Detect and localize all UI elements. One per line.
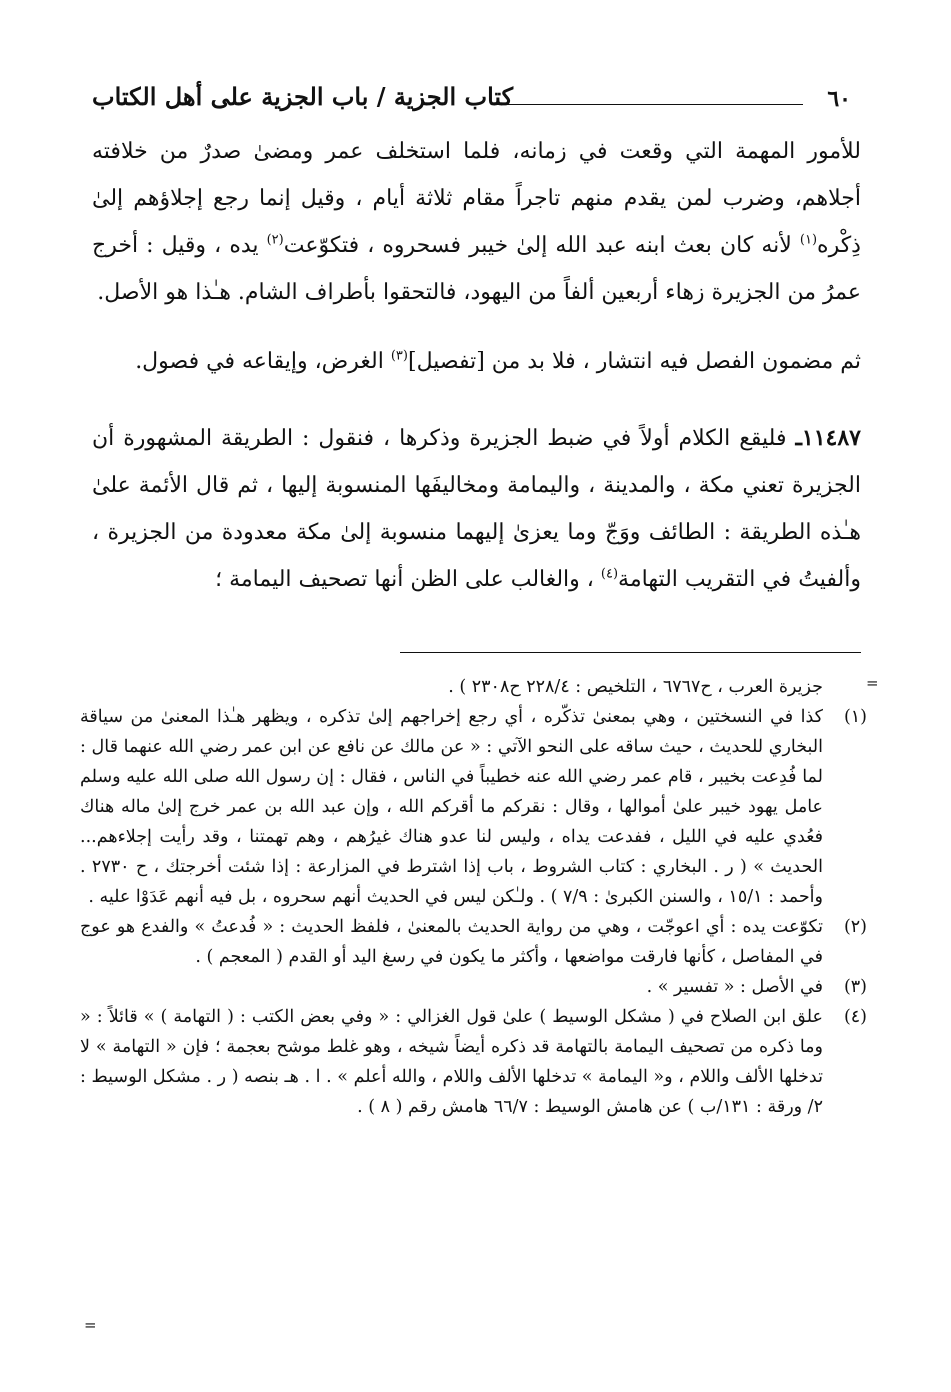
footnote-4 [80, 1002, 867, 1122]
footnote-mark-3: (٣) [843, 977, 867, 997]
footnote-1 [80, 702, 867, 912]
footnote-text-1: كذا في النسختين ، وهي بمعنىٰ تذكّره ، أي رجع إخراجهم إلىٰ تذكره ، ويظهر هـٰذا المعنىٰ من سياقة البخاري للحديث ، حيث ساقه على النحو الآتي : « عن مالك عن نافع عن ابن عمر رضي الله عنهما قال : لما فُدِعت بخيبر ، قام عمر رضي الله عنه خطيباً في الناس ، فقال : إن رسول الله صلى الله عليه وسلم عامل يهود خيبر علىٰ أموالها ، وقال : نقركم ما أقركم الله ، وإن عبد الله بن عمر خرج إلىٰ ماله هناك فعُدي عليه في الليل ، ففدعت يداه ، وليس لنا عدو هناك غيرُهم ، وهم تهمتنا ، وقد رأيت إجلاءهم... الحديث » ( ر . البخاري : كتاب الشروط ، باب إذا اشترط في المزارعة : إذا شئت أخرجتك ، ح ٢٧٣٠ . وأحمد : ١٥/١ ، والسنن الكبرىٰ : ٧/٩ ) . ولـٰكن ليس في الحديث أنهم سحروه ، بل فيه أنهم عَدَوْا عليه . [80, 707, 823, 907]
footnote-separator [400, 652, 861, 653]
footnote-ref-1: (١) [799, 232, 818, 248]
paragraph-3-text-b: ، والغالب على الظن أنها تصحيف اليمامة ؛ [215, 567, 594, 592]
paragraph-1-text-a: للأمور المهمة التي وقعت في زمانه، فلما استخلف عمر ومضىٰ صدرٌ من خلافته أجلاهم، وضرب لمن يقدم منهم تاجراً مقام ثلاثة أيام ، وقيل إنما رجع إجلاؤهم إلىٰ ذِكْره [92, 139, 861, 258]
footnote-ref-2: (٢) [266, 232, 284, 248]
footnotes [80, 672, 867, 1122]
footnote-3 [80, 972, 867, 1002]
footnote-mark-4: (٤) [843, 1007, 867, 1027]
footnote-mark-empty [823, 672, 867, 702]
continues-mark: = [84, 1316, 97, 1334]
footnote-ref-3: (٣) [390, 348, 408, 364]
continued-mark: = [866, 674, 879, 692]
paragraph-3 [92, 415, 861, 603]
header-rule [492, 104, 803, 105]
paragraph-3-text-a: فليقع الكلام أولاً في ضبط الجزيرة وذكرها ، فنقول : الطريقة المشهورة أن الجزيرة تعني مكة ، والمدينة ، واليمامة ومخاليفَها المنسوبة إليها ، ثم قال الأئمة علىٰ هـٰذه الطريقة : الطائف ووَجّ وما يعزىٰ إليهما منسوبة إلىٰ مكة معدودة من الجزيرة ، وألفيتُ في التقريب التهامة [92, 426, 861, 592]
paragraph-1-text-c: يده ، وقيل : أخرج عمرُ من الجزيرة زهاء أربعين ألفاً من اليهود، فالتحقوا بأطراف الشام. هـٰذا هو الأصل. [92, 233, 861, 305]
page-header [92, 82, 851, 122]
footnote-text-3: في الأصل : « تفسير » . [646, 977, 823, 997]
running-title: كتاب الجزية / باب الجزية على أهل الكتاب [92, 82, 514, 111]
footnote-2 [80, 912, 867, 972]
footnote-text-2: تكوّعت يده : أي اعوجّت ، وهي من رواية الحديث بالمعنىٰ ، فلفظ الحديث : « فُدعتُ » والفدع هو عوج في المفاصل ، كأنها فارقت مواضعها ، وأكثر ما يكون في رسغ اليد أو القدم ( المعجم ) . [80, 917, 823, 967]
paragraph-2 [92, 338, 861, 385]
paragraph-number: ١١٤٨٧ـ [795, 425, 861, 451]
footnote-mark-1: (١) [843, 707, 867, 727]
paragraph-1 [92, 128, 861, 316]
paragraph-1-text-b: لأنه كان بعث ابنه عبد الله إلىٰ خيبر فسحروه ، فتكوّعت [283, 233, 792, 258]
footnote-text-4: علق ابن الصلاح في ( مشكل الوسيط ) علىٰ قول الغزالي : « وفي بعض الكتب : ( التهامة ) » قائلاً : « وما ذكره من تصحيف اليمامة بالتهامة قد ذكره أيضاً شيخه ، وهو غلط موشح بعجمة ؛ فإن « التهامة » لا تدخلها الألف واللام ، و« اليمامة » تدخلها الألف واللام ، والله أعلم » . ا . هـ بنصه ( ر . مشكل الوسيط : ٢/ ورقة : ١٣١/ب ) عن هامش الوسيط : ٦٦/٧ هامش رقم ( ٨ ) . [80, 1007, 823, 1117]
footnote-continued-text: جزيرة العرب ، ح٦٧٦٧ ، التلخيص : ٢٢٨/٤ ح٢٣٠٨ ) . [448, 677, 823, 697]
paragraph-2-text-b: الغرض، وإيقاعه في فصول. [135, 349, 384, 374]
footnote-continued [80, 672, 867, 702]
main-text [92, 128, 861, 603]
footnote-ref-4: (٤) [600, 566, 619, 582]
footnote-mark-2: (٢) [843, 917, 867, 937]
paragraph-2-text-a: ثم مضمون الفصل فيه انتشار ، فلا بد من [تفصيل] [407, 349, 861, 374]
page-number: ٦٠ [827, 86, 851, 112]
